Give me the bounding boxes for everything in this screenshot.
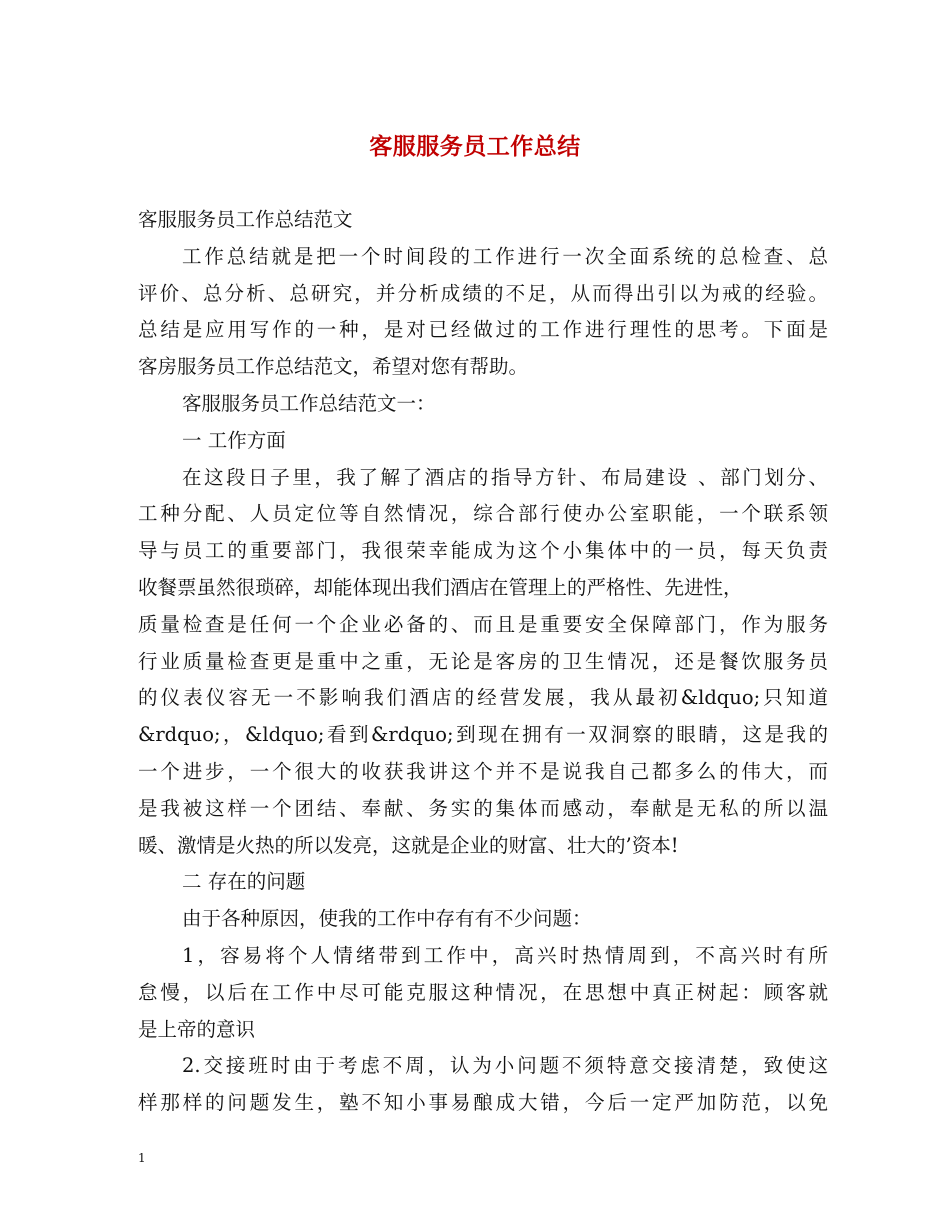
subtitle-line: 客服服务员工作总结范文 bbox=[138, 208, 353, 231]
paragraph-line: 总结是应用写作的一种，是对已经做过的工作进行理性的思考。下面是 bbox=[138, 318, 828, 342]
paragraph-line: 工作总结就是把一个时间段的工作进行一次全面系统的总检查、总 bbox=[182, 244, 828, 268]
paragraph-line: 质量检查是任何一个企业必备的、而且是重要安全保障部门，作为服务 bbox=[138, 612, 828, 636]
paragraph-line: &rdquo;，&ldquo;看到&rdquo;到现在拥有一双洞察的眼睛，这是我的 bbox=[138, 723, 828, 747]
document-title: 客服服务员工作总结 bbox=[369, 133, 581, 160]
paragraph-line: 样那样的问题发生，塾不知小事易酿成大错，今后一定严加防范，以免 bbox=[138, 1091, 828, 1115]
paragraph-line: 1，容易将个人情绪带到工作中，高兴时热情周到，不高兴时有所 bbox=[182, 943, 828, 967]
paragraph-line: 评价、总分析、总研究，并分析成绩的不足，从而得出引以为戒的经验。 bbox=[138, 281, 828, 305]
document-body bbox=[138, 202, 828, 1122]
section-heading: 二 存在的问题 bbox=[182, 870, 306, 894]
page-number: 1 bbox=[138, 1151, 146, 1165]
paragraph-line: 导与员工的重要部门，我很荣幸能成为这个小集体中的一员，每天负责 bbox=[138, 539, 828, 563]
paragraph-line: 在这段日子里，我了解了酒店的指导方针、布局建设 、部门划分、 bbox=[182, 465, 828, 489]
paragraph-line: 2.交接班时由于考虑不周，认为小问题不须特意交接清楚，致使这 bbox=[182, 1054, 828, 1078]
paragraph-line: 工种分配、人员定位等自然情况，综合部行使办公室职能，一个联系领 bbox=[138, 502, 828, 526]
paragraph-line: 怠慢，以后在工作中尽可能克服这种情况，在思想中真正树起：顾客就 bbox=[138, 980, 828, 1004]
paragraph-line: 一个进步，一个很大的收获我讲这个并不是说我自己都多么的伟大，而 bbox=[138, 759, 828, 783]
paragraph-line: 由于各种原因，使我的工作中存有有不少问题： bbox=[182, 907, 592, 931]
paragraph-line: 行业质量检查更是重中之重，无论是客房的卫生情况，还是餐饮服务员 bbox=[138, 649, 828, 673]
paragraph-line: 收餐票虽然很琐碎，却能体现出我们酒店在管理上的严格性、先进性， bbox=[138, 575, 743, 599]
paragraph-line: 客房服务员工作总结范文，希望对您有帮助。 bbox=[138, 355, 529, 379]
section-heading: 客服服务员工作总结范文一： bbox=[182, 391, 436, 415]
paragraph-line: 的仪表仪容无一不影响我们酒店的经营发展，我从最初&ldquo;只知道 bbox=[138, 686, 828, 710]
paragraph-line: 暖、激情是火热的所以发亮，这就是企业的财富、壮大的’资本! bbox=[138, 833, 679, 857]
paragraph-line: 是上帝的意识 bbox=[138, 1017, 256, 1041]
paragraph-line: 是我被这样一个团结、奉献、务实的集体而感动，奉献是无私的所以温 bbox=[138, 796, 828, 820]
section-heading: 一 工作方面 bbox=[182, 428, 286, 452]
